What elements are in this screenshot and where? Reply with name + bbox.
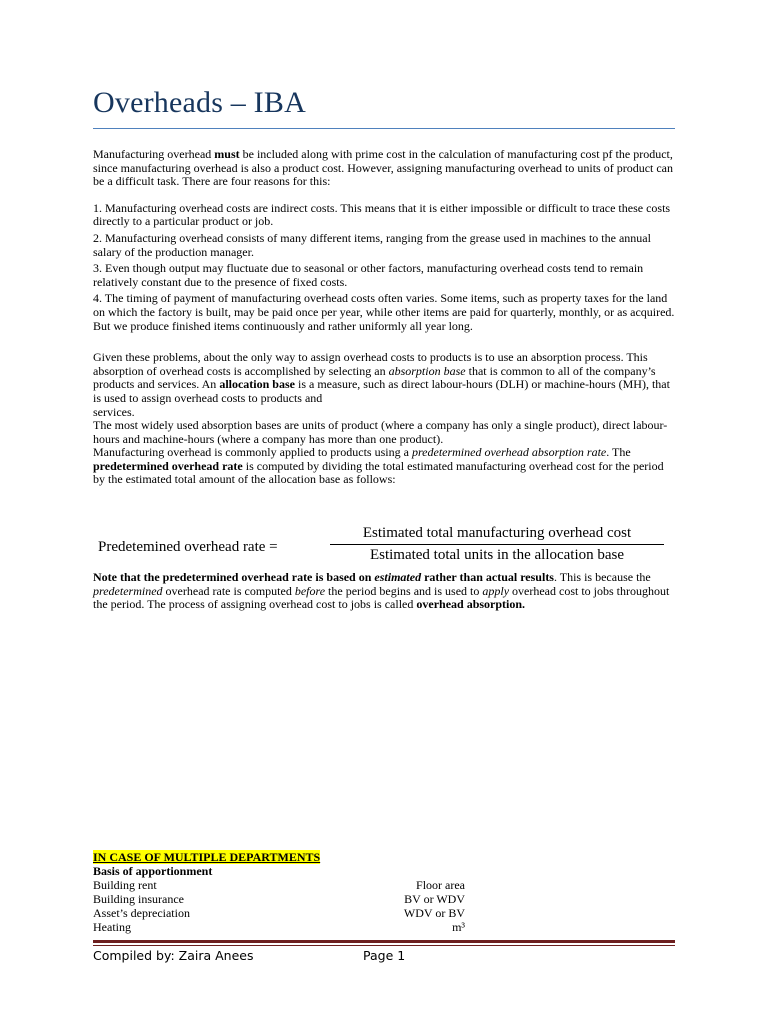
departments-section	[93, 850, 465, 934]
formula-numerator: Estimated total manufacturing overhead cost	[362, 525, 632, 541]
note-italic-1: predetermined	[93, 583, 163, 598]
absorption-text-2: that is common to all of the company’s products and services. An	[93, 363, 656, 392]
note-bold-2: rather than actual results	[421, 570, 554, 584]
row-basis: BV or WDV	[404, 892, 465, 906]
rate-term-italic: predetermined overhead absorption rate	[411, 445, 607, 460]
intro-bold: must	[214, 147, 240, 161]
allocation-base-term: allocation base	[219, 377, 295, 392]
absorption-paragraph-end: services.	[93, 404, 135, 419]
bases-paragraph: The most widely used absorption bases are units of product (where a company has only a single product), direct labour-hours and machine-hours (where a company has more than one product).	[93, 418, 668, 446]
apportionment-row	[93, 878, 465, 892]
footer-divider-thick	[93, 940, 675, 943]
formula-denominator: Estimated total units in the allocation base	[369, 547, 625, 563]
intro-text-1: Manufacturing overhead	[93, 147, 215, 161]
row-item: Heating	[93, 920, 131, 934]
row-basis: WDV or BV	[403, 906, 465, 920]
note-bold-italic: estimated	[374, 570, 422, 584]
apportionment-row	[93, 892, 465, 906]
apportionment-row	[93, 920, 465, 934]
note-text-3: the period begins and is used to	[325, 583, 483, 598]
rate-term-bold: predetermined overhead rate	[93, 458, 243, 473]
note-text-1: . This is because the	[553, 570, 651, 584]
document-title: Overheads – IBA	[93, 86, 306, 119]
apportionment-subheading: Basis of apportionment	[93, 864, 213, 878]
formula-fraction	[330, 525, 664, 564]
absorption-base-term: absorption base	[388, 363, 466, 378]
reason-2: 2. Manufacturing overhead consists of many different items, ranging from the grease used in machines to the annual salary of the production manager.	[93, 230, 651, 259]
row-basis: m³	[452, 920, 465, 934]
reason-3: 3. Even though output may fluctuate due to seasonal or other factors, manufacturing overhead costs tend to remain relatively constant due to the presence of fixed costs.	[93, 261, 644, 289]
note-bold-1: Note that the predetermined overhead rate is based on	[93, 570, 375, 584]
apportionment-row	[93, 906, 465, 920]
note-paragraph	[93, 571, 675, 612]
reason-1: 1. Manufacturing overhead costs are indirect costs. This means that it is either impossible or difficult to trace these costs directly to a particular product or job.	[93, 200, 671, 229]
reason-4: 4. The timing of payment of manufacturing overhead costs often varies. Some items, such as property taxes for the land on which the factory is built, may be paid once per year, while other items are paid for quarterly, monthly, or as acquired. But we produce finished items continuously and rather uniformly all year long.	[93, 291, 675, 333]
row-item: Building insurance	[93, 892, 184, 906]
row-item: Building rent	[93, 878, 157, 892]
footer-divider-thin	[93, 945, 675, 946]
rate-text-1: Manufacturing overhead is commonly applied to products using a	[93, 445, 412, 460]
note-bold-3: overhead absorption.	[416, 597, 526, 612]
rate-paragraph	[93, 446, 675, 487]
row-basis: Floor area	[416, 878, 465, 892]
intro-paragraph	[93, 148, 675, 189]
note-italic-3: apply	[482, 583, 510, 598]
note-italic-2: before	[294, 583, 326, 598]
intro-text-2: be included along with prime cost in the calculation of manufacturing cost pf the product, since manufacturing overhead is also a product cost. However, assigning manufacturing overhead to units of product can be a difficult task. There are four reasons for this:	[93, 147, 674, 189]
footer-page-number: Page 1	[363, 948, 406, 963]
title-divider	[93, 128, 675, 129]
rate-text-2: . The	[606, 445, 631, 460]
absorption-text-1: Given these problems, about the only way to assign overhead costs to products is to use an absorption process. This absorption of overhead costs is accomplished by selecting an	[93, 350, 648, 378]
footer-author: Compiled by: Zaira Anees	[93, 948, 254, 963]
absorption-paragraph	[93, 351, 675, 405]
document-body	[93, 148, 675, 487]
fraction-bar	[330, 544, 664, 545]
formula-lhs: Predetemined overhead rate =	[98, 539, 278, 555]
note-text-4: overhead cost to jobs throughout the period. The process of assigning overhead cost to jobs is called	[93, 583, 670, 612]
departments-heading: IN CASE OF MULTIPLE DEPARTMENTS	[93, 850, 321, 864]
row-item: Asset’s depreciation	[93, 906, 190, 920]
rate-formula	[98, 525, 673, 569]
absorption-text-3: is a measure, such as direct labour-hours (DLH) or machine-hours (MH), that is used to assign overhead costs to products and	[93, 377, 670, 405]
rate-text-3: is computed by dividing the total estimated manufacturing overhead cost for the period by the estimated total amount of the allocation base as follows:	[93, 458, 664, 487]
note-text-2: overhead rate is computed	[162, 583, 295, 598]
